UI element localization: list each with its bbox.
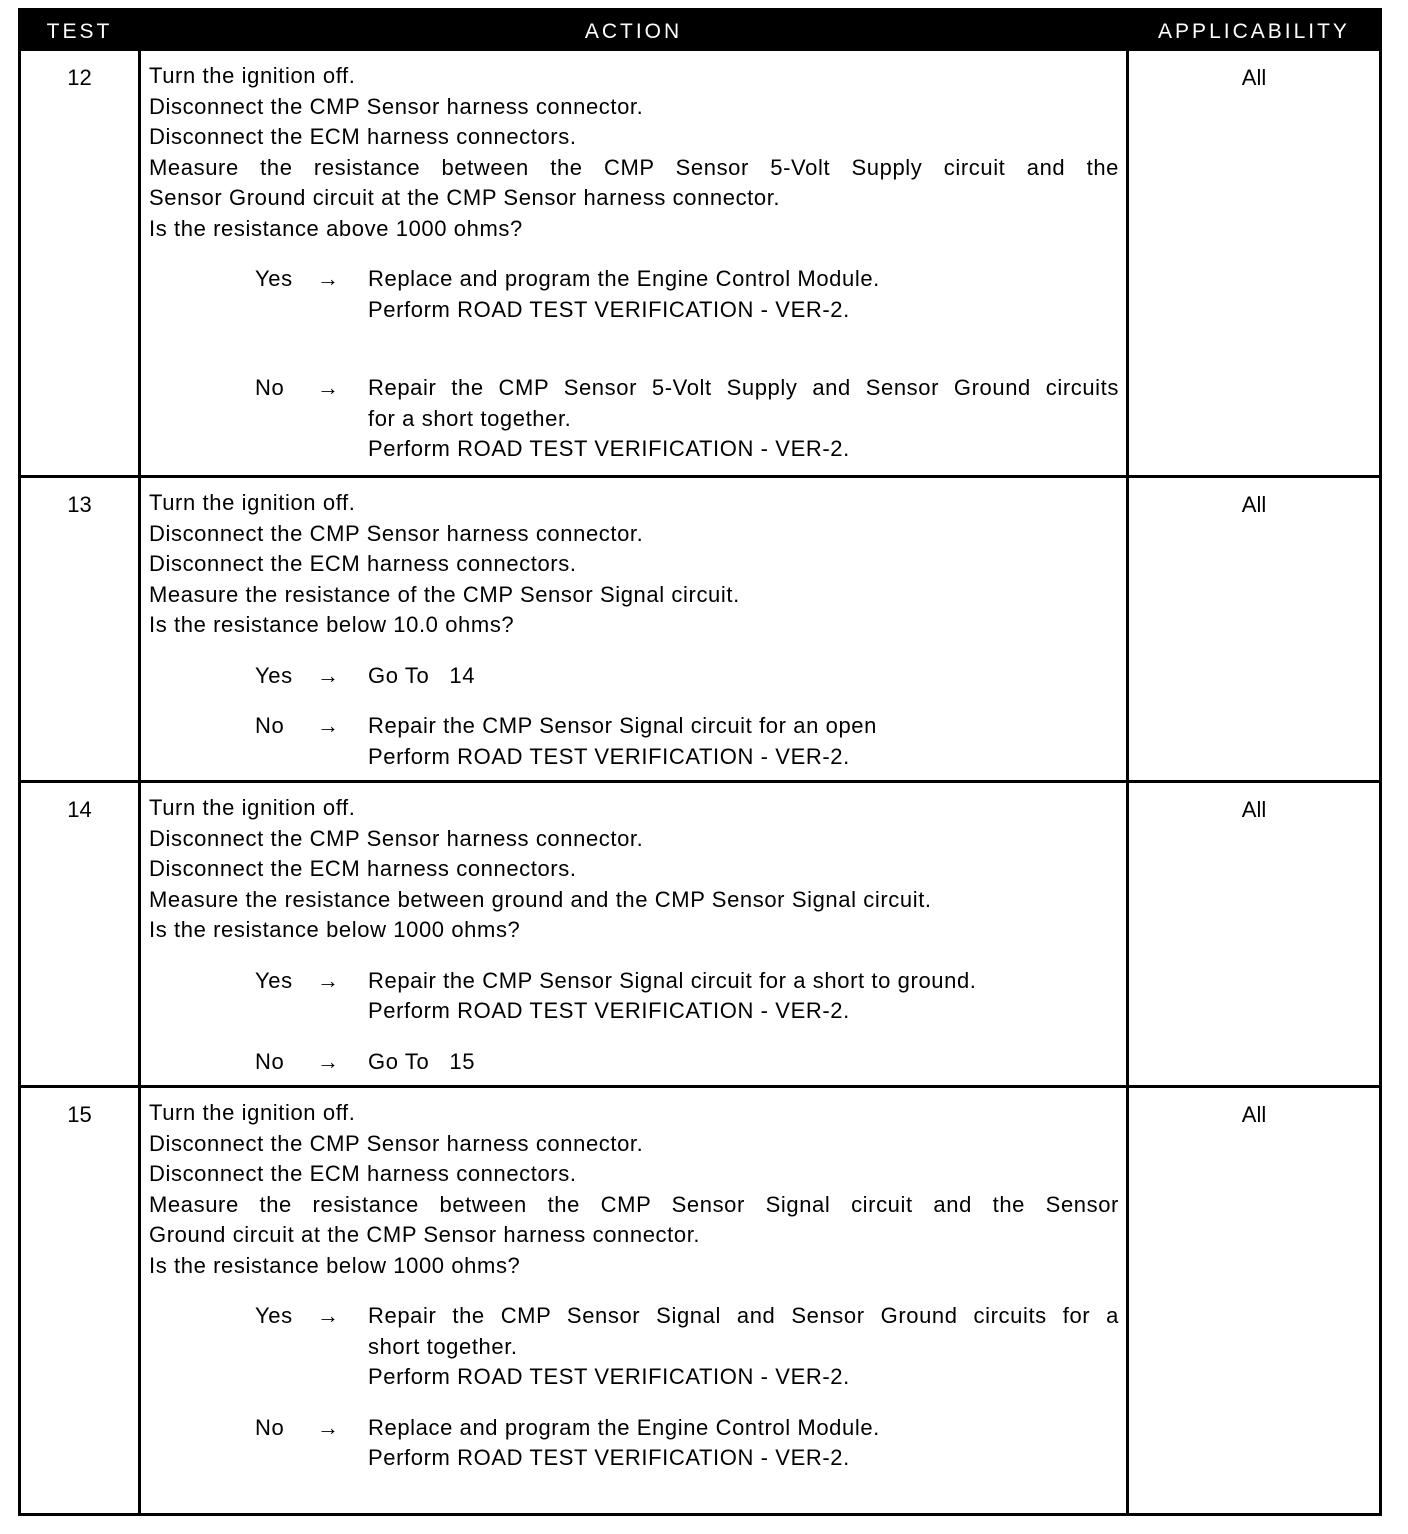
action-cell (149, 1098, 1119, 1474)
arrow-right-icon: → (317, 375, 340, 400)
row-divider (21, 475, 1379, 478)
step: Turn the ignition off. (149, 63, 356, 88)
yes-outcome (149, 661, 1119, 692)
diagnostic-table (18, 8, 1382, 1516)
step: Turn the ignition off. (149, 490, 356, 515)
header-applicability: APPLICABILITY (1158, 20, 1350, 43)
row-divider (21, 780, 1379, 783)
no-result: Perform ROAD TEST VERIFICATION - VER-2. (368, 743, 850, 769)
step: Measure the resistance between the CMP Sensor 5-Volt Supply circuit and the (149, 154, 1119, 180)
no-outcome (149, 373, 1119, 465)
yes-label: Yes (255, 266, 293, 291)
step: Measure the resistance of the CMP Sensor Signal circuit. (149, 581, 740, 607)
step: Disconnect the ECM harness connectors. (149, 124, 577, 149)
no-result: for a short together. (368, 405, 572, 431)
step: Is the resistance below 10.0 ohms? (149, 612, 515, 637)
arrow-right-icon: → (317, 713, 340, 738)
header-action: ACTION (584, 20, 683, 43)
yes-outcome (149, 264, 1119, 325)
step: Disconnect the CMP Sensor harness connector. (149, 1130, 644, 1156)
yes-result: Perform ROAD TEST VERIFICATION - VER-2. (368, 296, 850, 322)
step: Is the resistance above 1000 ohms? (149, 215, 523, 241)
no-label: No (255, 1048, 285, 1074)
no-outcome (149, 1047, 1119, 1078)
yes-result: Perform ROAD TEST VERIFICATION - VER-2. (368, 1364, 850, 1389)
applicability-value: All (1241, 1102, 1267, 1127)
no-label: No (255, 375, 285, 400)
yes-result: short together. (368, 1333, 518, 1359)
step: Ground circuit at the CMP Sensor harness connector. (149, 1222, 701, 1247)
no-result: Repair the CMP Sensor Signal circuit for an open (368, 713, 877, 738)
yes-outcome (149, 1301, 1119, 1393)
step: Turn the ignition off. (149, 1100, 356, 1125)
step: Measure the resistance between the CMP Sensor Signal circuit and the Sensor (149, 1191, 1119, 1217)
table-header (21, 11, 1379, 51)
no-outcome (149, 711, 1119, 772)
action-cell (149, 61, 1119, 465)
step: Disconnect the CMP Sensor harness connector. (149, 93, 644, 119)
arrow-right-icon: → (317, 266, 340, 291)
test-number: 14 (67, 797, 92, 822)
arrow-right-icon: → (317, 1048, 340, 1074)
no-result: Go To 15 (368, 1048, 476, 1074)
test-number: 12 (67, 65, 92, 90)
yes-result: Repair the CMP Sensor Signal circuit for a short to ground. (368, 967, 977, 993)
step: Measure the resistance between ground and the CMP Sensor Signal circuit. (149, 886, 932, 912)
no-label: No (255, 1414, 285, 1440)
yes-result: Go To 14 (368, 662, 476, 688)
applicability-value: All (1241, 492, 1267, 517)
yes-outcome (149, 966, 1119, 1027)
row-divider (21, 1085, 1379, 1088)
yes-result: Perform ROAD TEST VERIFICATION - VER-2. (368, 998, 850, 1023)
arrow-right-icon: → (317, 1414, 340, 1440)
no-outcome (149, 1413, 1119, 1474)
applicability-value: All (1241, 65, 1267, 90)
arrow-right-icon: → (317, 662, 340, 688)
applicability-value: All (1241, 797, 1267, 822)
step: Disconnect the ECM harness connectors. (149, 1161, 577, 1186)
no-result: Replace and program the Engine Control Module. (368, 1414, 880, 1440)
no-result: Perform ROAD TEST VERIFICATION - VER-2. (368, 1445, 850, 1470)
step: Disconnect the CMP Sensor harness connector. (149, 520, 644, 546)
yes-result: Repair the CMP Sensor Signal and Sensor Ground circuits for a (368, 1303, 1119, 1328)
yes-label: Yes (255, 1303, 293, 1328)
no-label: No (255, 713, 285, 738)
yes-result: Replace and program the Engine Control Module. (368, 266, 880, 291)
header-test: TEST (46, 20, 113, 43)
arrow-right-icon: → (317, 1303, 340, 1328)
step: Sensor Ground circuit at the CMP Sensor harness connector. (149, 185, 781, 210)
step: Is the resistance below 1000 ohms? (149, 1252, 521, 1278)
test-number: 15 (67, 1102, 92, 1127)
test-number: 13 (67, 492, 92, 517)
step: Turn the ignition off. (149, 795, 356, 820)
step: Disconnect the CMP Sensor harness connector. (149, 825, 644, 851)
arrow-right-icon: → (317, 967, 340, 993)
step: Is the resistance below 1000 ohms? (149, 917, 521, 942)
yes-label: Yes (255, 967, 293, 993)
step: Disconnect the ECM harness connectors. (149, 551, 577, 576)
no-result: Repair the CMP Sensor 5-Volt Supply and Sensor Ground circuits (368, 375, 1119, 400)
no-result: Perform ROAD TEST VERIFICATION - VER-2. (368, 436, 850, 461)
step: Disconnect the ECM harness connectors. (149, 856, 577, 881)
action-cell (149, 488, 1119, 772)
yes-label: Yes (255, 662, 293, 688)
action-cell (149, 793, 1119, 1077)
